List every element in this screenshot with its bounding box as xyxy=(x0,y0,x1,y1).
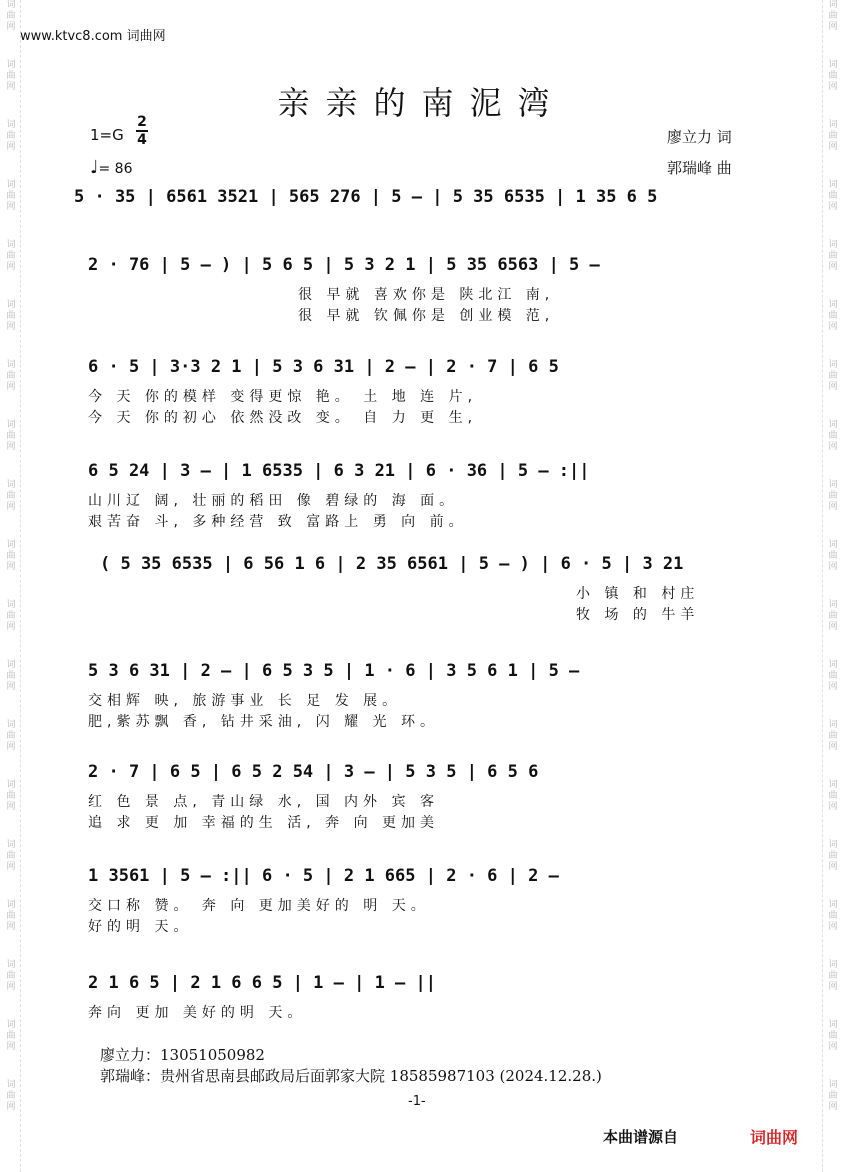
right-margin-line xyxy=(822,0,823,1172)
score-line-5: ( 5 35 6535 | 6 56 1 6 | 2 35 6561 | 5 – ) | 6 · 5 | 3 21 xyxy=(100,554,684,574)
source-label: 本曲谱源自 xyxy=(603,1128,679,1146)
lyrics-line-6-verse-2: 肥,紫苏飘 香, 钻井采油, 闪 耀 光 环。 xyxy=(88,714,440,730)
lyrics-line-5-verse-2: 牧 场 的 牛羊 xyxy=(576,607,700,623)
left-watermark: 词曲网 词曲网 词曲网 词曲网 词曲网 词曲网 词曲网 词曲网 词曲网 词曲网 词曲网 词曲网 词曲网 词曲网 词曲网 词曲网 词曲网 词曲网 词曲网 xyxy=(6,0,16,1112)
lyrics-line-6-verse-1: 交相辉 映, 旅游事业 长 足 发 展。 xyxy=(88,693,402,709)
score-line-1: 5 · 35 | 6561 3521 | 565 276 | 5 – | 5 35 6535 | 1 35 6 5 xyxy=(74,187,658,207)
score-line-2: 2 · 76 | 5 – ) | 5 6 5 | 5 3 2 1 | 5 35 6563 | 5 – xyxy=(88,255,600,275)
lyrics-line-7-verse-1: 红 色 景 点, 青山绿 水, 国 内外 宾 客 xyxy=(88,794,439,810)
lyrics-line-4-verse-2: 艰苦奋 斗, 多种经营 致 富路上 勇 向 前。 xyxy=(88,514,468,530)
score-line-9: 2 1 6 5 | 2 1 6 6 5 | 1 – | 1 – || xyxy=(88,973,436,993)
contact-lyricist: 廖立力：13051050982 xyxy=(100,1046,265,1064)
source-brand-link[interactable]: 词曲网 xyxy=(750,1128,799,1147)
site-url[interactable]: www.ktvc8.com 词曲网 xyxy=(20,29,166,44)
lyrics-line-2-verse-2: 很 早就 钦佩你是 创业模 范, xyxy=(298,308,555,324)
lyrics-line-9-verse-1: 奔向 更加 美好的明 天。 xyxy=(88,1005,307,1021)
page-number: -1- xyxy=(408,1094,426,1109)
time-signature: 2 4 xyxy=(137,114,147,148)
quarter-note-icon: ♩ xyxy=(90,157,99,178)
score-line-8: 1 3561 | 5 – :|| 6 · 5 | 2 1 665 | 2 · 6 | 2 – xyxy=(88,866,559,886)
contact-composer: 郭瑞峰：贵州省思南县邮政局后面郭家大院 18585987103 (2024.12.28.) xyxy=(100,1067,602,1085)
lyrics-line-3-verse-2: 今 天 你的初心 依然没改 变。 自 力 更 生, xyxy=(88,410,478,426)
lyrics-line-3-verse-1: 今 天 你的模样 变得更惊 艳。 土 地 连 片, xyxy=(88,389,478,405)
lyrics-line-2-verse-1: 很 早就 喜欢你是 陕北江 南, xyxy=(298,287,555,303)
right-watermark: 词曲网 词曲网 词曲网 词曲网 词曲网 词曲网 词曲网 词曲网 词曲网 词曲网 词曲网 词曲网 词曲网 词曲网 词曲网 词曲网 词曲网 词曲网 词曲网 xyxy=(828,0,838,1112)
lyrics-line-8-verse-2: 好的明 天。 xyxy=(88,919,193,935)
composer-credit: 郭瑞峰 曲 xyxy=(667,159,732,177)
lyrics-line-4-verse-1: 山川辽 阔, 壮丽的稻田 像 碧绿的 海 面。 xyxy=(88,493,459,509)
tempo-marking: ♩= 86 xyxy=(90,157,133,178)
lyrics-line-7-verse-2: 追 求 更 加 幸福的生 活, 奔 向 更加美 xyxy=(88,815,440,831)
left-margin-line xyxy=(20,0,21,1172)
lyricist-credit: 廖立力 词 xyxy=(667,128,732,146)
lyrics-line-5-verse-1: 小 镇 和 村庄 xyxy=(576,586,700,602)
lyrics-line-8-verse-1: 交口称 赞。 奔 向 更加美好的 明 天。 xyxy=(88,898,430,914)
song-title: 亲亲的南泥湾 xyxy=(277,84,566,122)
score-line-3: 6 · 5 | 3·3 2 1 | 5 3 6 31 | 2 – | 2 · 7 | 6 5 xyxy=(88,357,559,377)
score-line-7: 2 · 7 | 6 5 | 6 5 2 54 | 3 – | 5 3 5 | 6 5 6 xyxy=(88,762,539,782)
score-line-6: 5 3 6 31 | 2 – | 6 5 3 5 | 1 · 6 | 3 5 6 1 | 5 – xyxy=(88,661,580,681)
key-signature: 1=G xyxy=(90,126,124,144)
score-line-4: 6 5 24 | 3 – | 1 6535 | 6 3 21 | 6 · 36 | 5 – :|| xyxy=(88,461,590,481)
